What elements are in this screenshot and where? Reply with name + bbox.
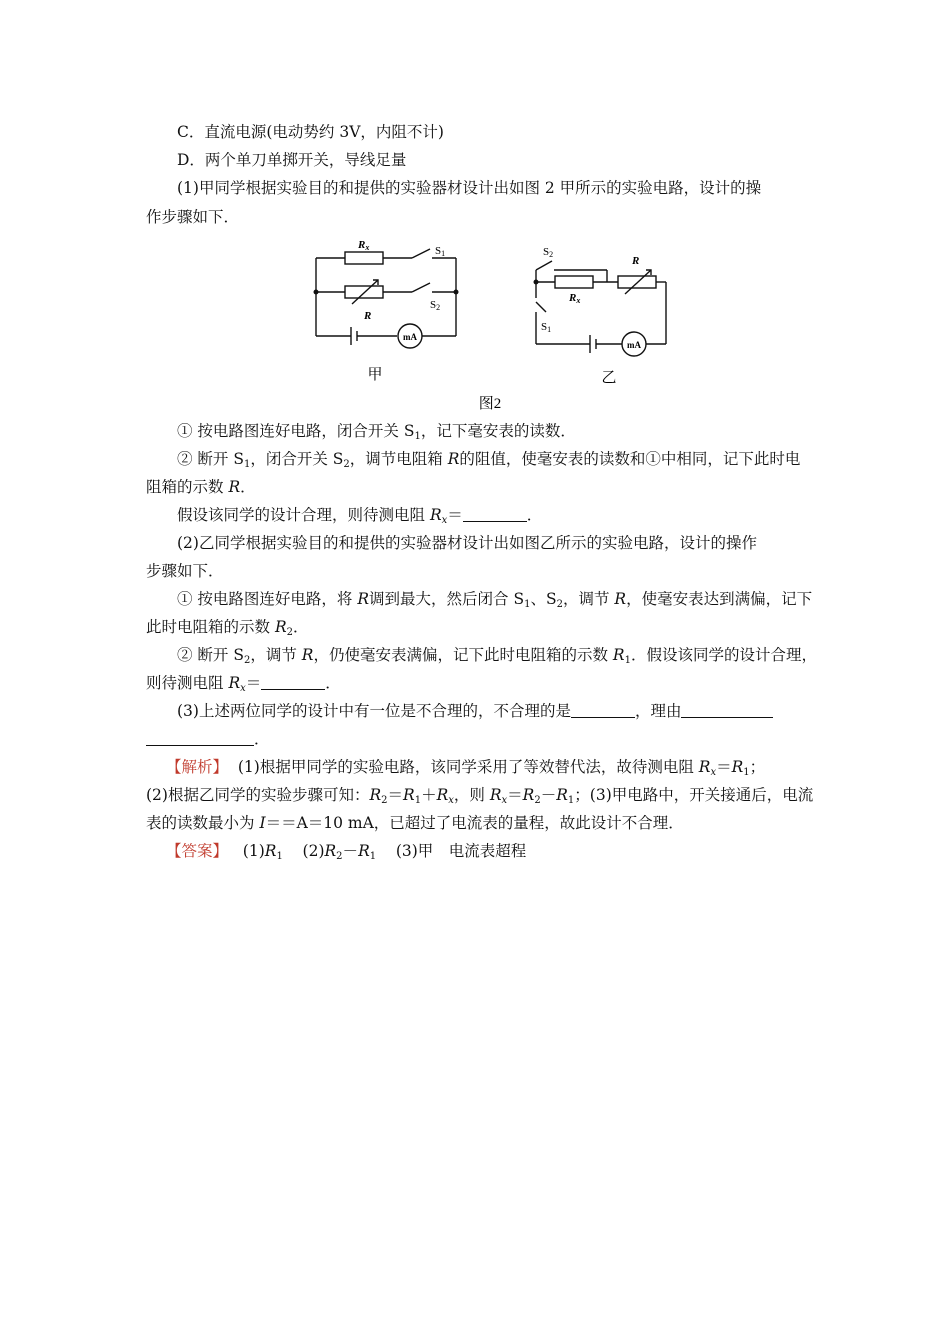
answer-tag: 【答案】 [166,842,229,860]
label-yi: 乙 [601,370,617,386]
part2-step2-line2: 则待测电阻 $R_x=$ ． [146,674,341,694]
label-ma: mA [403,332,417,342]
label-r: R [364,310,372,322]
label-jia: 甲 [367,367,383,383]
part2-intro-line1: (2)乙同学根据实验目的和提供的实验器材设计出如图乙所示的实验电路，设计的操作 [177,534,757,552]
part1-intro-line1: (1)甲同学根据实验目的和提供的实验器材设计出如图 2 甲所示的实验电路，设计的操 [177,179,762,197]
option-c: C．直流电源(电动势约 3V，内阻不计) [177,123,444,141]
resistor-rx [345,252,383,264]
label-s2-yi: S2 [543,246,554,259]
label-s1-yi: S1 [541,321,552,334]
label-s2: S2 [430,299,441,312]
figure-caption: 图2 [478,396,502,412]
resistor-rx-yi [555,276,593,288]
part1-step2-line2: 阻箱的示数 R． [146,478,256,496]
label-s1: S1 [435,245,446,258]
switch-s2-yi [536,261,552,270]
label-rx-yi: Rx [569,292,581,305]
figure-2-circuits [300,236,680,416]
analysis-line2: (2)根据乙同学的实验步骤可知：$R_2=R_1+R_x$，则 $R_x=R_2-R_1$；(3)甲电路中，开关接通后，电流 [146,786,814,806]
part3-line1: (3)上述两位同学的设计中有一位是不合理的，不合理的是 ，理由 [177,701,773,721]
part2-intro-line2: 步骤如下． [146,562,224,580]
answer-blank-5 [146,731,254,746]
analysis-line1: 【解析】 (1)根据甲同学的实验电路，该同学采用了等效替代法，故待测电阻 $R_x=R_1$； [166,758,766,778]
switch-s2 [412,283,430,292]
analysis-tag: 【解析】 [166,758,229,776]
part2-step1-line2: 此时电阻箱的示数 $R_2$． [146,618,309,638]
analysis-line3: 表的读数最小为 I＝＝A＝10 mA，已超过了电流表的量程，故此设计不合理． [146,814,684,832]
switch-s1 [412,249,430,258]
option-d: D．两个单刀单掷开关，导线足量 [177,151,407,169]
answer-blank-3 [571,703,635,718]
label-r-yi: R [632,255,640,267]
answer-line: 【答案】 $(1)R_1$ $(2)R_2-R_1$ (3)甲 电流表超程 [166,842,527,862]
part1-step2-line1: ② 断开 $S_1$，闭合开关 $S_2$，调节电阻箱 R的阻值，使毫安表的读数和①中相同，记下此时电 [177,450,801,470]
answer-blank-2 [261,675,325,690]
switch-s1-yi [536,302,546,312]
part2-step2-line1: ② 断开 $S_2$，调节 R，仍使毫安表满偏，记下此时电阻箱的示数 $R_1$．假设该同学的设计合理， [177,646,817,666]
part1-step1: ① 按电路图连好电路，闭合开关 $S_1$，记下毫安表的读数． [177,422,576,442]
label-rx: Rx [358,239,370,252]
part2-step1-line1: ① 按电路图连好电路，将 R调到最大，然后闭合 $S_1$、$S_2$，调节 R，使毫安表达到满偏，记下 [177,590,813,610]
answer-blank-4 [681,703,773,718]
circuit-yi [536,261,666,356]
label-ma-yi: mA [627,340,641,350]
part1-intro-line2: 作步骤如下． [146,208,240,226]
answer-blank-1 [463,507,527,522]
part1-question: 假设该同学的设计合理，则待测电阻 $R_x=$ ． [177,506,543,526]
part3-line2: ． [146,729,270,749]
